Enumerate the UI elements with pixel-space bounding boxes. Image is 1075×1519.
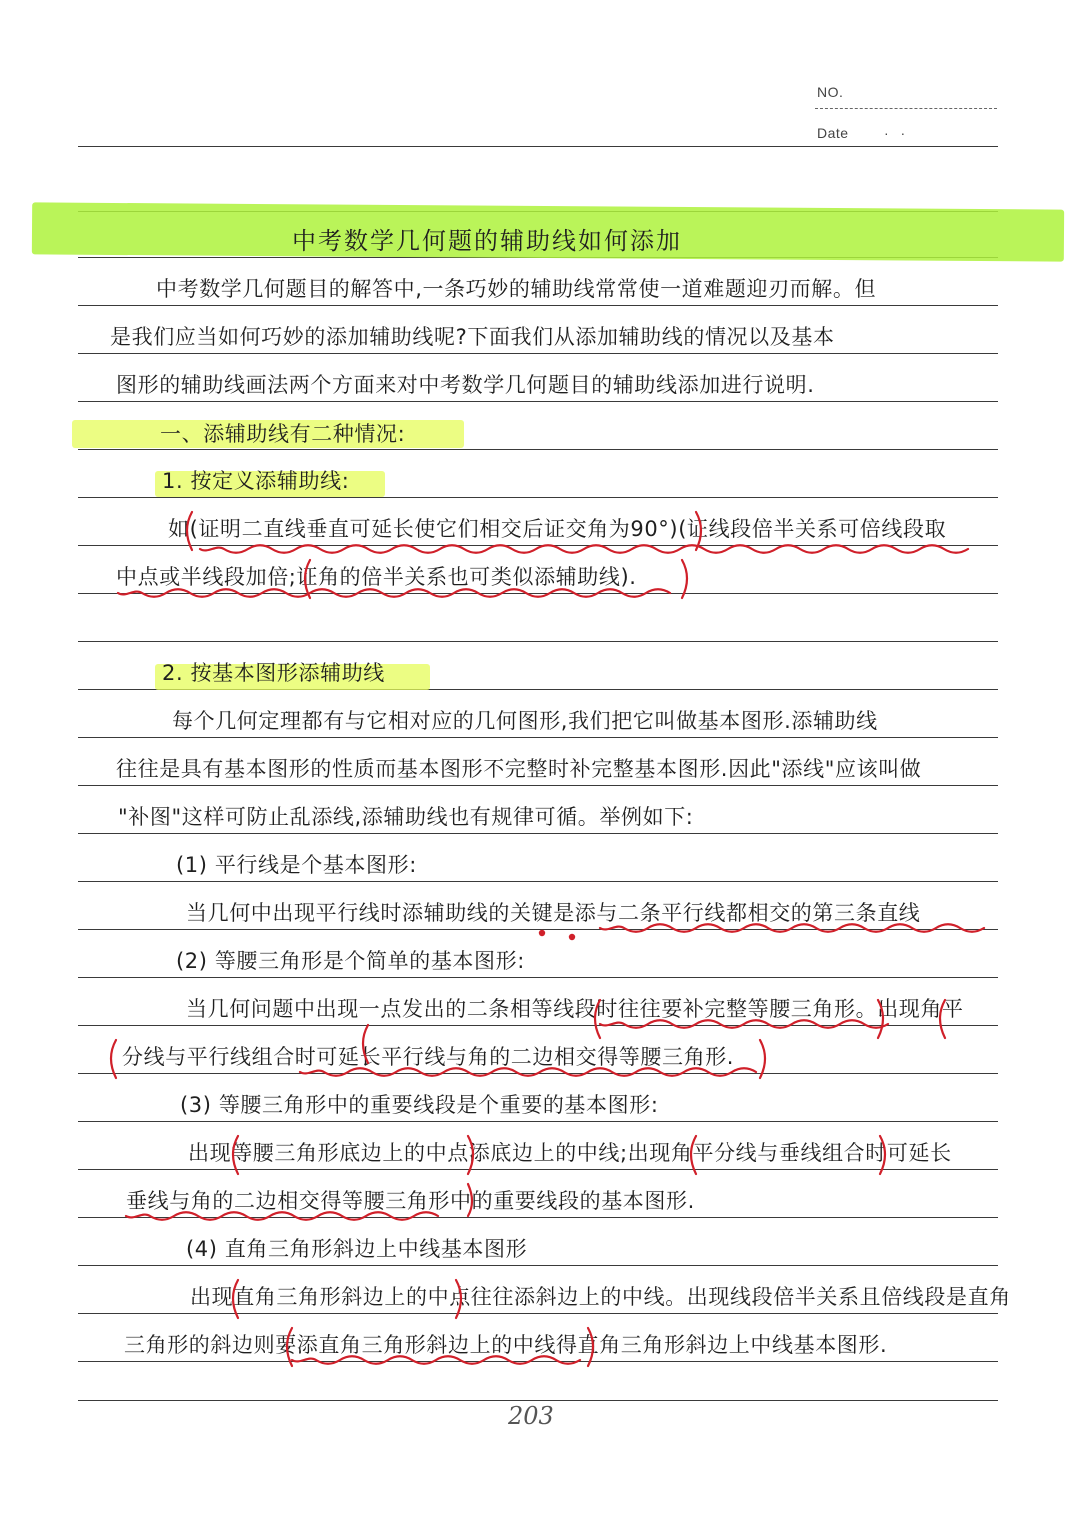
red-bracket [691,1136,696,1174]
red-wavy-underline [600,1020,888,1028]
sub-heading: 2. 按基本图形添辅助线 [162,661,385,685]
body-line: 中点或半线段加倍;证角的倍半关系也可类似添辅助线). [116,565,637,589]
body-line: 当几何问题中出现一点发出的二条相等线段时往往要补完整等腰三角形。出现角平 [186,997,964,1021]
body-line: 每个几何定理都有与它相对应的几何图形,我们把它叫做基本图形.添辅助线 [172,709,878,733]
sub-heading: 1. 按定义添辅助线: [162,469,350,493]
red-wavy-underline [600,924,984,932]
body-line: 三角形的斜边则要添直角三角形斜边上的中线得直角三角形斜边上中线基本图形. [124,1333,888,1357]
red-bracket [468,1184,472,1216]
red-bracket [880,1136,885,1174]
red-wavy-underline [292,1356,580,1364]
intro-line: 是我们应当如何巧妙的添加辅助线呢?下面我们从添加辅助线的情况以及基本 [110,325,835,349]
red-wavy-underline [200,545,968,553]
item-heading: (3) 等腰三角形中的重要线段是个重要的基本图形: [180,1093,659,1117]
red-wavy-underline [300,1068,756,1076]
body-line: 往往是具有基本图形的性质而基本图形不完整时补完整基本图形.因此"添线"应该叫做 [116,757,922,781]
body-line: 分线与平行线组合时可延长平行线与角的二边相交得等腰三角形. [122,1045,735,1069]
red-bracket [456,1280,461,1318]
red-bracket [595,1000,600,1038]
red-bracket [468,1136,473,1174]
body-line: 垂线与角的二边相交得等腰三角形中的重要线段的基本图形. [126,1189,695,1213]
no-label: NO. [817,84,844,100]
intro-line: 中考数学几何题目的解答中,一条巧妙的辅助线常常使一道难题迎刃而解。但 [156,277,877,301]
body-line: 出现直角三角形斜边上的中点往往添斜边上的中线。出现线段倍半关系且倍线段是直角 [190,1285,1011,1309]
red-dot [569,934,575,940]
red-bracket [111,1040,116,1078]
body-line: 出现等腰三角形底边上的中点添底边上的中线;出现角平分线与垂线组合时可延长 [188,1141,952,1165]
section-heading: 一、添辅助线有二种情况: [160,422,406,446]
body-line: 如(证明二直线垂直可延长使它们相交后证交角为90°)(证线段倍半关系可倍线段取 [168,517,947,541]
red-bracket [696,512,701,550]
date-dots: · · [884,125,910,141]
red-bracket [940,1000,945,1038]
body-line: 当几何中出现平行线时添辅助线的关键是添与二条平行线都相交的第三条直线 [186,901,921,925]
red-bracket [760,1040,765,1078]
red-bracket [233,1280,238,1318]
red-bracket [588,1328,593,1366]
red-wavy-underline [118,589,670,597]
intro-line: 图形的辅助线画法两个方面来对中考数学几何题目的辅助线添加进行说明. [116,373,815,397]
red-wavy-underline [126,1212,438,1220]
body-line: "补图"这样可防止乱添线,添辅助线也有规律可循。举例如下: [118,805,694,829]
red-bracket [363,1025,368,1063]
red-bracket [878,1000,883,1038]
date-label: Date [817,125,849,141]
red-bracket [187,512,192,550]
red-bracket [233,1136,238,1174]
red-bracket [682,560,687,598]
item-heading: (1) 平行线是个基本图形: [176,853,417,877]
page-number: 203 [508,1402,554,1430]
red-dot [539,930,545,936]
item-heading: (2) 等腰三角形是个简单的基本图形: [176,949,525,973]
item-heading: (4) 直角三角形斜边上中线基本图形 [186,1237,528,1261]
page-title: 中考数学几何题的辅助线如何添加 [292,227,682,255]
